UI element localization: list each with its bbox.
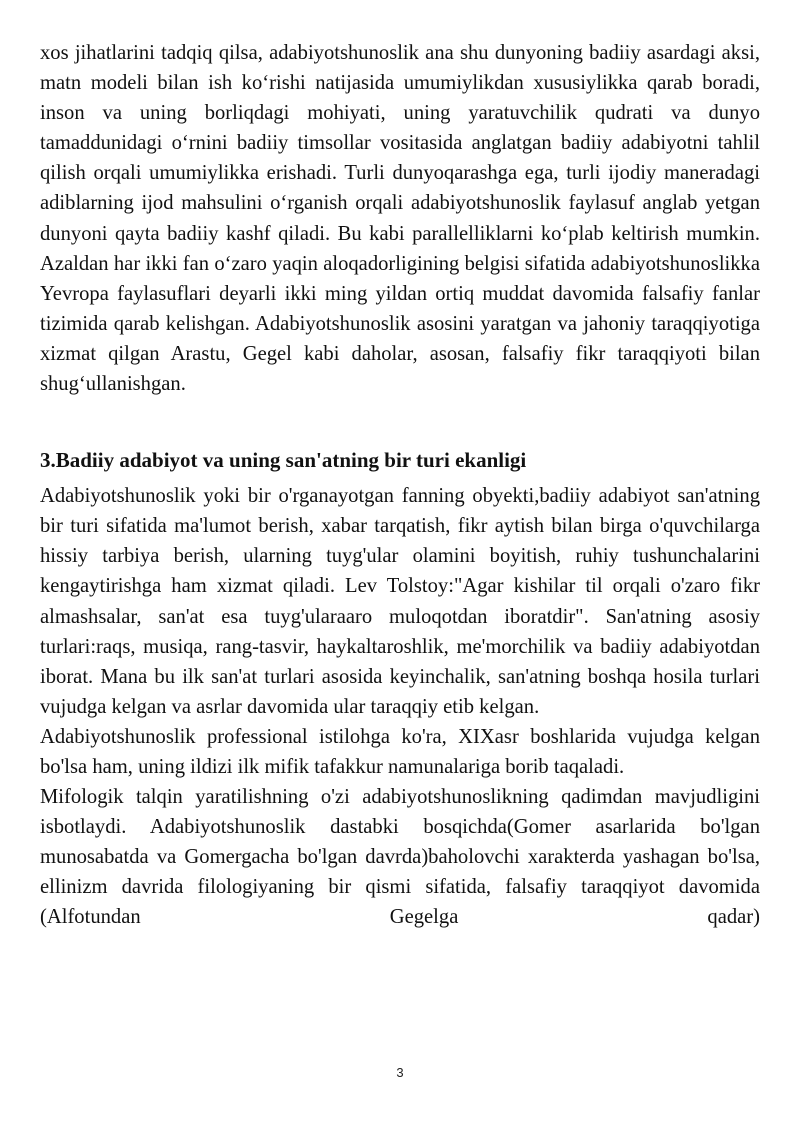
page-number: 3 xyxy=(396,1065,404,1080)
section-spacer xyxy=(40,399,760,445)
body-paragraph-2: Adabiyotshunoslik professional istilohga ko'ra, XIXasr boshlarida vujudga kelgan bo'lsa ham, uning ildizi ilk mifik tafakkur namunalariga borib taqaladi. xyxy=(40,725,760,778)
intro-paragraph: xos jihatlarini tadqiq qilsa, adabiyotshunoslik ana shu dunyoning badiiy asardagi aksi, matn modeli bilan ish ko‘rishi natijasida umumiylikdan xususiylikka qarab boradi, inson va uning borliqdagi mohiyati, uning yaratuvchilik qudrati va dunyo tamaddunidagi o‘rnini badiiy timsollar vositasida anglatgan badiiy adabiyotni tahlil qilish orqali umumiylikka erishadi. Turli dunyoqarashga ega, turli ijodiy maneradagi adiblarning ijod mahsulini o‘rganish orqali adabiyotshunoslik faylasuf anglab yetgan dunyoni qayta badiiy kashf qiladi. Bu kabi parallelliklarni ko‘plab keltirish mumkin. Azaldan har ikki fan o‘zaro yaqin aloqadorligining belgisi sifatida adabiyotshunoslikka Yevropa faylasuflari deyarli ikki ming yildan ortiq muddat davomida falsafiy fanlar tizimida qarab kelishgan. Adabiyotshunoslik asosini yaratgan va jahoniy taraqqiyotiga xizmat qilgan Arastu, Gegel kabi daholar, asosan, falsafiy fikr taraqqiyoti bilan shug‘ullanishgan. xyxy=(40,42,760,396)
body-paragraph-3: Mifologik talqin yaratilishning o'zi adabiyotshunoslikning qadimdan mavjudligini isbotlaydi. Adabiyotshunoslik dastabki bosqichda(Gomer asarlarida bo'lgan munosabatda va Gomergacha bo'lgan davrda)baholovchi xarakterda yashagan bo'lsa, ellinizm davrida filologiyaning bir qismi sifatida, falsafiy taraqqiyot davomida (Alfotundan Gegelga qadar) xyxy=(40,786,760,929)
document-page xyxy=(40,38,760,933)
section-heading: 3.Badiiy adabiyot va uning san'atning bir turi ekanligi xyxy=(40,448,527,473)
body-paragraph-1: Adabiyotshunoslik yoki bir o'rganayotgan fanning obyekti,badiiy adabiyot san'atning bir turi sifatida ma'lumot berish, xabar tarqatish, fikr aytish bilan birga o'quvchilarga hissiy tarbiya berish, ularning tuyg'ular olamini boyitish, ruhiy tushunchalarini kengaytirishga ham xizmat qiladi. Lev Tolstoy:"Agar kishilar til orqali o'zaro fikr almashsalar, san'at esa tuyg'ularaaro muloqotdan iboratdir". San'atning asosiy turlari:raqs, musiqa, rang-tasvir, haykaltaroshlik, me'morchilik va badiiy adabiyotdan iborat. Mana bu ilk san'at turlari asosida keyinchalik, san'atning boshqa hosila turlari vujudga kelgan va asrlar davomida ular taraqqiy etib kelgan. xyxy=(40,485,760,718)
